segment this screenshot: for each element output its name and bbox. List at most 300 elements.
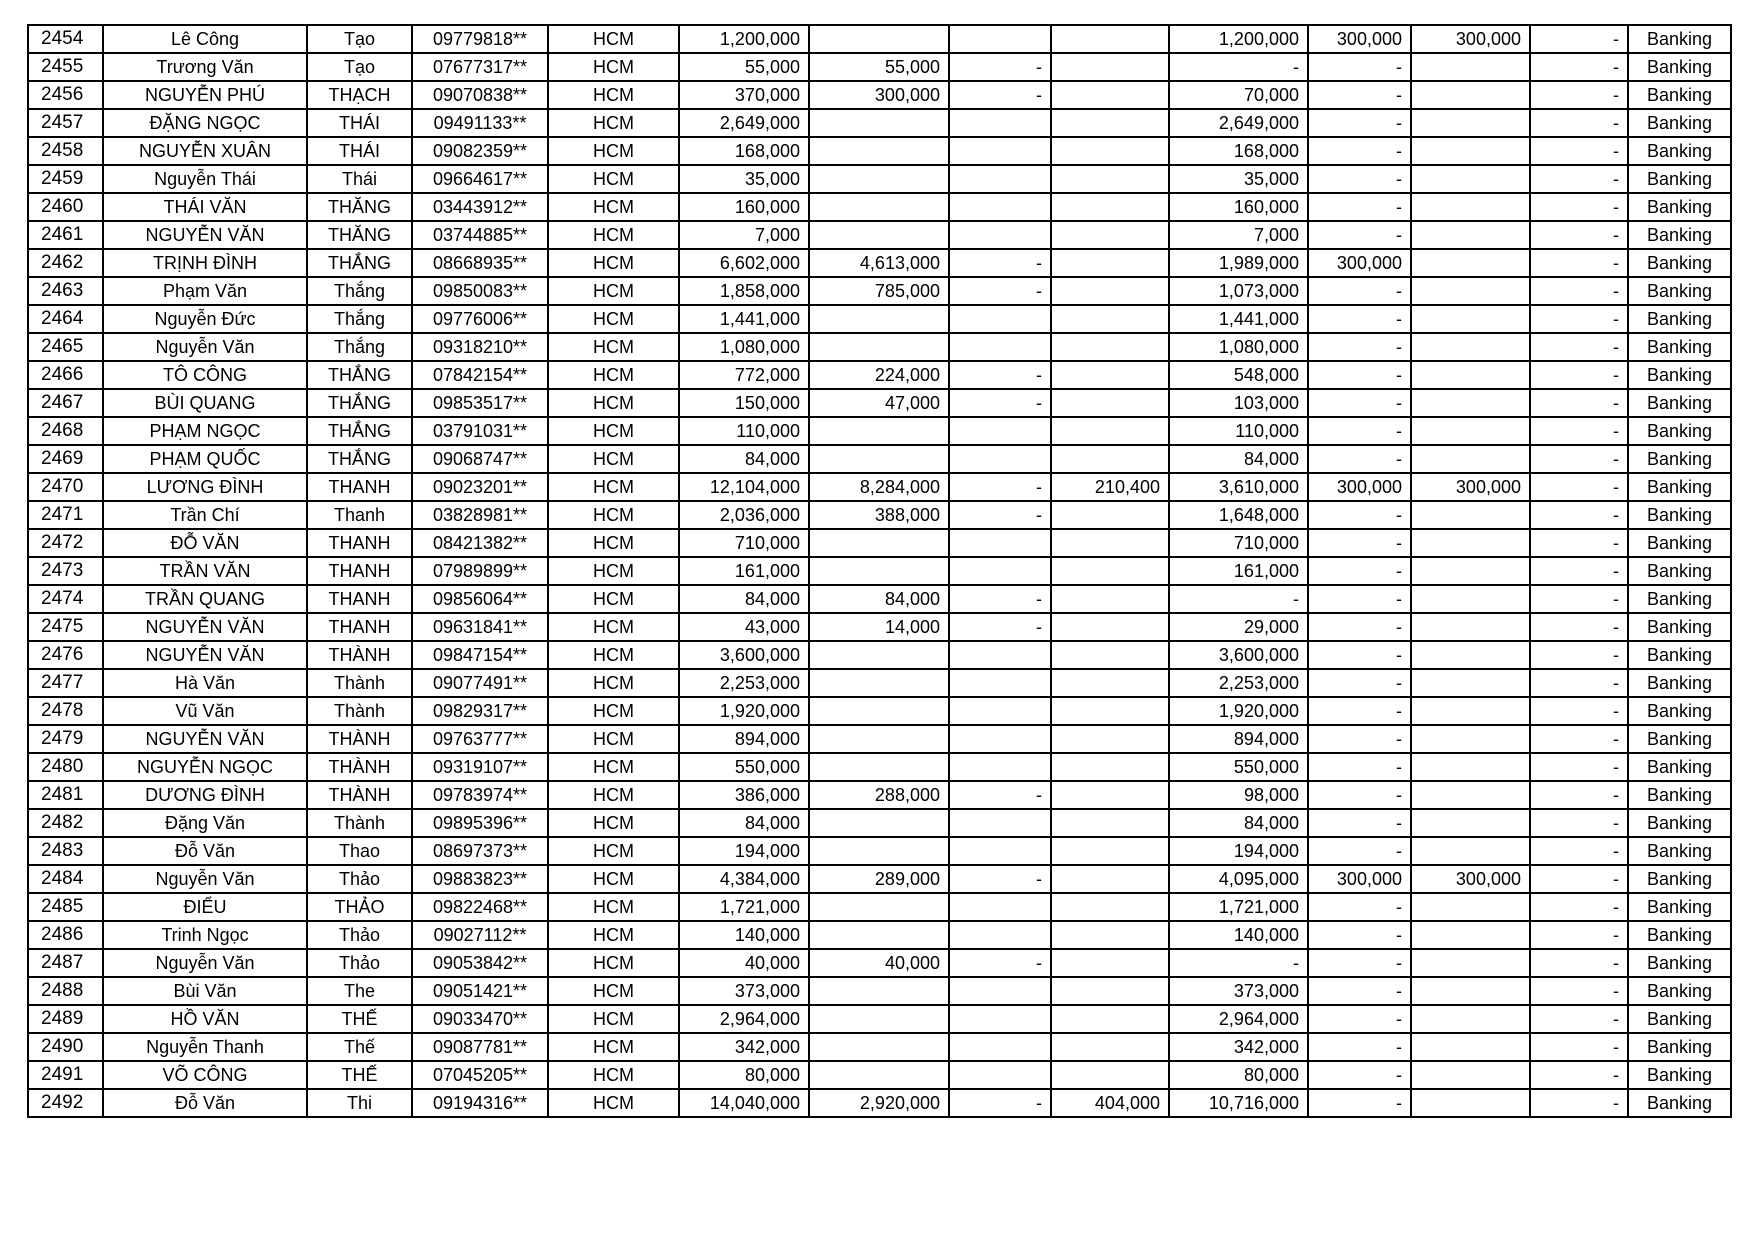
phone-cell: 09318210** — [412, 333, 548, 361]
total-amount-cell: 43,000 — [679, 613, 809, 641]
total-amount-cell: 1,721,000 — [679, 893, 809, 921]
payment-method-cell: Banking — [1628, 1033, 1731, 1061]
total-amount-cell: 150,000 — [679, 389, 809, 417]
amount-col-4-cell — [1051, 109, 1169, 137]
row-number-cell: 2479 — [28, 725, 103, 753]
row-number-cell: 2473 — [28, 557, 103, 585]
last-middle-name-cell: VÕ CÔNG — [103, 1061, 307, 1089]
first-name-cell: Thảo — [307, 949, 412, 977]
location-cell: HCM — [548, 1005, 679, 1033]
first-name-cell: THẮNG — [307, 389, 412, 417]
phone-cell: 09883823** — [412, 865, 548, 893]
table-row — [28, 221, 1731, 249]
amount-col-2-cell — [809, 893, 949, 921]
amount-col-5-cell: 161,000 — [1169, 557, 1308, 585]
phone-cell: 09082359** — [412, 137, 548, 165]
amount-col-4-cell — [1051, 1061, 1169, 1089]
amount-col-2-cell — [809, 445, 949, 473]
total-amount-cell: 14,040,000 — [679, 1089, 809, 1117]
amount-col-4-cell — [1051, 1033, 1169, 1061]
location-cell: HCM — [548, 333, 679, 361]
location-cell: HCM — [548, 753, 679, 781]
amount-col-2-cell — [809, 193, 949, 221]
first-name-cell: Thắng — [307, 333, 412, 361]
amount-col-6-cell: - — [1308, 529, 1411, 557]
last-middle-name-cell: Vũ Văn — [103, 697, 307, 725]
amount-col-2-cell — [809, 641, 949, 669]
amount-col-4-cell — [1051, 865, 1169, 893]
amount-col-6-cell: - — [1308, 501, 1411, 529]
amount-col-3-cell — [949, 669, 1051, 697]
amount-col-3-cell: - — [949, 277, 1051, 305]
amount-col-7-cell — [1411, 81, 1530, 109]
first-name-cell: Thao — [307, 837, 412, 865]
amount-col-3-cell — [949, 893, 1051, 921]
location-cell: HCM — [548, 1089, 679, 1117]
table-row — [28, 865, 1731, 893]
amount-col-2-cell: 55,000 — [809, 53, 949, 81]
phone-cell: 07842154** — [412, 361, 548, 389]
row-number-cell: 2455 — [28, 53, 103, 81]
amount-col-3-cell: - — [949, 389, 1051, 417]
amount-col-5-cell: 710,000 — [1169, 529, 1308, 557]
phone-cell: 09853517** — [412, 389, 548, 417]
table-row — [28, 977, 1731, 1005]
first-name-cell: THANH — [307, 529, 412, 557]
row-number-cell: 2482 — [28, 809, 103, 837]
location-cell: HCM — [548, 473, 679, 501]
first-name-cell: THÁI — [307, 137, 412, 165]
first-name-cell: THÀNH — [307, 781, 412, 809]
amount-col-4-cell — [1051, 25, 1169, 53]
amount-col-2-cell: 4,613,000 — [809, 249, 949, 277]
total-amount-cell: 160,000 — [679, 193, 809, 221]
total-amount-cell: 3,600,000 — [679, 641, 809, 669]
amount-col-2-cell: 8,284,000 — [809, 473, 949, 501]
phone-cell: 03744885** — [412, 221, 548, 249]
payment-method-cell: Banking — [1628, 109, 1731, 137]
phone-cell: 07045205** — [412, 1061, 548, 1089]
payment-method-cell: Banking — [1628, 249, 1731, 277]
amount-col-4-cell — [1051, 949, 1169, 977]
amount-col-8-cell: - — [1530, 585, 1628, 613]
phone-cell: 09023201** — [412, 473, 548, 501]
amount-col-7-cell — [1411, 445, 1530, 473]
amount-col-4-cell — [1051, 165, 1169, 193]
amount-col-5-cell: 84,000 — [1169, 445, 1308, 473]
amount-col-4-cell — [1051, 837, 1169, 865]
payment-method-cell: Banking — [1628, 1005, 1731, 1033]
last-middle-name-cell: NGUYỄN PHÚ — [103, 81, 307, 109]
last-middle-name-cell: PHẠM QUỐC — [103, 445, 307, 473]
first-name-cell: Thảo — [307, 865, 412, 893]
phone-cell: 09068747** — [412, 445, 548, 473]
amount-col-6-cell: - — [1308, 333, 1411, 361]
first-name-cell: Thành — [307, 697, 412, 725]
table-row — [28, 249, 1731, 277]
last-middle-name-cell: Hà Văn — [103, 669, 307, 697]
amount-col-5-cell: 140,000 — [1169, 921, 1308, 949]
table-row — [28, 837, 1731, 865]
total-amount-cell: 2,253,000 — [679, 669, 809, 697]
table-row — [28, 53, 1731, 81]
amount-col-3-cell: - — [949, 81, 1051, 109]
amount-col-3-cell — [949, 193, 1051, 221]
amount-col-6-cell: - — [1308, 725, 1411, 753]
amount-col-7-cell — [1411, 1089, 1530, 1117]
last-middle-name-cell: Bùi Văn — [103, 977, 307, 1005]
amount-col-2-cell — [809, 1005, 949, 1033]
table-row — [28, 641, 1731, 669]
row-number-cell: 2456 — [28, 81, 103, 109]
total-amount-cell: 110,000 — [679, 417, 809, 445]
total-amount-cell: 1,920,000 — [679, 697, 809, 725]
row-number-cell: 2470 — [28, 473, 103, 501]
first-name-cell: Thắng — [307, 305, 412, 333]
amount-col-2-cell — [809, 137, 949, 165]
table-row — [28, 109, 1731, 137]
amount-col-3-cell: - — [949, 613, 1051, 641]
amount-col-5-cell: 2,964,000 — [1169, 1005, 1308, 1033]
amount-col-7-cell — [1411, 725, 1530, 753]
row-number-cell: 2461 — [28, 221, 103, 249]
amount-col-5-cell: 1,989,000 — [1169, 249, 1308, 277]
payment-method-cell: Banking — [1628, 361, 1731, 389]
last-middle-name-cell: NGUYỄN NGỌC — [103, 753, 307, 781]
phone-cell: 09027112** — [412, 921, 548, 949]
row-number-cell: 2486 — [28, 921, 103, 949]
first-name-cell: Thanh — [307, 501, 412, 529]
amount-col-4-cell: 210,400 — [1051, 473, 1169, 501]
total-amount-cell: 2,964,000 — [679, 1005, 809, 1033]
amount-col-3-cell — [949, 1061, 1051, 1089]
amount-col-2-cell — [809, 977, 949, 1005]
row-number-cell: 2469 — [28, 445, 103, 473]
amount-col-4-cell — [1051, 669, 1169, 697]
table-row — [28, 81, 1731, 109]
location-cell: HCM — [548, 557, 679, 585]
amount-col-2-cell: 14,000 — [809, 613, 949, 641]
phone-cell: 09033470** — [412, 1005, 548, 1033]
row-number-cell: 2484 — [28, 865, 103, 893]
amount-col-7-cell: 300,000 — [1411, 865, 1530, 893]
amount-col-6-cell: - — [1308, 193, 1411, 221]
total-amount-cell: 7,000 — [679, 221, 809, 249]
first-name-cell: THẾ — [307, 1005, 412, 1033]
amount-col-6-cell: - — [1308, 949, 1411, 977]
phone-cell: 09051421** — [412, 977, 548, 1005]
amount-col-7-cell — [1411, 249, 1530, 277]
amount-col-2-cell — [809, 1061, 949, 1089]
phone-cell: 09829317** — [412, 697, 548, 725]
amount-col-5-cell: 168,000 — [1169, 137, 1308, 165]
amount-col-2-cell — [809, 697, 949, 725]
table-row — [28, 557, 1731, 585]
phone-cell: 09087781** — [412, 1033, 548, 1061]
total-amount-cell: 373,000 — [679, 977, 809, 1005]
last-middle-name-cell: ĐIỂU — [103, 893, 307, 921]
amount-col-5-cell: - — [1169, 585, 1308, 613]
row-number-cell: 2477 — [28, 669, 103, 697]
amount-col-6-cell: - — [1308, 109, 1411, 137]
payment-method-cell: Banking — [1628, 417, 1731, 445]
table-row — [28, 1033, 1731, 1061]
payment-method-cell: Banking — [1628, 949, 1731, 977]
amount-col-5-cell: 1,920,000 — [1169, 697, 1308, 725]
row-number-cell: 2460 — [28, 193, 103, 221]
amount-col-6-cell: - — [1308, 165, 1411, 193]
amount-col-2-cell — [809, 165, 949, 193]
amount-col-4-cell — [1051, 501, 1169, 529]
amount-col-5-cell: - — [1169, 53, 1308, 81]
total-amount-cell: 2,036,000 — [679, 501, 809, 529]
amount-col-5-cell: 548,000 — [1169, 361, 1308, 389]
amount-col-7-cell — [1411, 921, 1530, 949]
first-name-cell: THẮNG — [307, 249, 412, 277]
payment-method-cell: Banking — [1628, 529, 1731, 557]
amount-col-2-cell — [809, 109, 949, 137]
amount-col-6-cell: - — [1308, 697, 1411, 725]
amount-col-4-cell — [1051, 361, 1169, 389]
location-cell: HCM — [548, 697, 679, 725]
amount-col-5-cell: 194,000 — [1169, 837, 1308, 865]
amount-col-5-cell: 1,200,000 — [1169, 25, 1308, 53]
row-number-cell: 2476 — [28, 641, 103, 669]
total-amount-cell: 386,000 — [679, 781, 809, 809]
payment-method-cell: Banking — [1628, 501, 1731, 529]
amount-col-3-cell: - — [949, 53, 1051, 81]
location-cell: HCM — [548, 1033, 679, 1061]
amount-col-7-cell — [1411, 193, 1530, 221]
phone-cell: 07989899** — [412, 557, 548, 585]
amount-col-2-cell — [809, 557, 949, 585]
last-middle-name-cell: Nguyễn Văn — [103, 949, 307, 977]
last-middle-name-cell: NGUYỄN VĂN — [103, 725, 307, 753]
amount-col-6-cell: 300,000 — [1308, 865, 1411, 893]
amount-col-4-cell — [1051, 1005, 1169, 1033]
amount-col-3-cell: - — [949, 473, 1051, 501]
amount-col-4-cell — [1051, 305, 1169, 333]
amount-col-2-cell: 224,000 — [809, 361, 949, 389]
first-name-cell: THÀNH — [307, 753, 412, 781]
amount-col-8-cell: - — [1530, 53, 1628, 81]
amount-col-7-cell — [1411, 1005, 1530, 1033]
amount-col-2-cell — [809, 669, 949, 697]
amount-col-3-cell: - — [949, 949, 1051, 977]
amount-col-8-cell: - — [1530, 249, 1628, 277]
amount-col-3-cell — [949, 641, 1051, 669]
last-middle-name-cell: Phạm Văn — [103, 277, 307, 305]
amount-col-5-cell: 84,000 — [1169, 809, 1308, 837]
phone-cell: 09053842** — [412, 949, 548, 977]
amount-col-7-cell — [1411, 389, 1530, 417]
amount-col-6-cell: - — [1308, 921, 1411, 949]
amount-col-4-cell — [1051, 81, 1169, 109]
amount-col-7-cell — [1411, 753, 1530, 781]
payment-method-cell: Banking — [1628, 473, 1731, 501]
amount-col-3-cell — [949, 837, 1051, 865]
phone-cell: 09070838** — [412, 81, 548, 109]
payment-method-cell: Banking — [1628, 81, 1731, 109]
amount-col-7-cell — [1411, 501, 1530, 529]
amount-col-2-cell — [809, 725, 949, 753]
first-name-cell: THĂNG — [307, 193, 412, 221]
payment-method-cell: Banking — [1628, 445, 1731, 473]
location-cell: HCM — [548, 361, 679, 389]
amount-col-4-cell — [1051, 613, 1169, 641]
total-amount-cell: 894,000 — [679, 725, 809, 753]
amount-col-8-cell: - — [1530, 669, 1628, 697]
amount-col-7-cell — [1411, 277, 1530, 305]
first-name-cell: THẮNG — [307, 417, 412, 445]
amount-col-5-cell: 10,716,000 — [1169, 1089, 1308, 1117]
row-number-cell: 2467 — [28, 389, 103, 417]
total-amount-cell: 1,080,000 — [679, 333, 809, 361]
table-row — [28, 669, 1731, 697]
amount-col-3-cell — [949, 977, 1051, 1005]
amount-col-4-cell — [1051, 417, 1169, 445]
amount-col-7-cell — [1411, 837, 1530, 865]
location-cell: HCM — [548, 305, 679, 333]
payment-method-cell: Banking — [1628, 613, 1731, 641]
last-middle-name-cell: Trương Văn — [103, 53, 307, 81]
row-number-cell: 2462 — [28, 249, 103, 277]
last-middle-name-cell: ĐỖ VĂN — [103, 529, 307, 557]
row-number-cell: 2483 — [28, 837, 103, 865]
location-cell: HCM — [548, 725, 679, 753]
first-name-cell: Thảo — [307, 921, 412, 949]
total-amount-cell: 2,649,000 — [679, 109, 809, 137]
payment-method-cell: Banking — [1628, 977, 1731, 1005]
payment-method-cell: Banking — [1628, 1061, 1731, 1089]
first-name-cell: THĂNG — [307, 221, 412, 249]
total-amount-cell: 80,000 — [679, 1061, 809, 1089]
amount-col-4-cell — [1051, 221, 1169, 249]
amount-col-4-cell — [1051, 137, 1169, 165]
amount-col-8-cell: - — [1530, 837, 1628, 865]
last-middle-name-cell: Đỗ Văn — [103, 837, 307, 865]
last-middle-name-cell: Trần Chí — [103, 501, 307, 529]
location-cell: HCM — [548, 249, 679, 277]
amount-col-6-cell: - — [1308, 1089, 1411, 1117]
table-row — [28, 809, 1731, 837]
amount-col-3-cell — [949, 165, 1051, 193]
amount-col-6-cell: - — [1308, 305, 1411, 333]
location-cell: HCM — [548, 669, 679, 697]
table-row — [28, 697, 1731, 725]
last-middle-name-cell: LƯƠNG ĐÌNH — [103, 473, 307, 501]
payment-method-cell: Banking — [1628, 697, 1731, 725]
table-row — [28, 277, 1731, 305]
amount-col-6-cell: - — [1308, 753, 1411, 781]
phone-cell: 09822468** — [412, 893, 548, 921]
location-cell: HCM — [548, 1061, 679, 1089]
row-number-cell: 2465 — [28, 333, 103, 361]
payment-method-cell: Banking — [1628, 669, 1731, 697]
amount-col-7-cell — [1411, 641, 1530, 669]
amount-col-6-cell: 300,000 — [1308, 249, 1411, 277]
last-middle-name-cell: TRỊNH ĐÌNH — [103, 249, 307, 277]
amount-col-5-cell: 98,000 — [1169, 781, 1308, 809]
total-amount-cell: 6,602,000 — [679, 249, 809, 277]
table-row — [28, 893, 1731, 921]
amount-col-2-cell — [809, 305, 949, 333]
amount-col-2-cell — [809, 333, 949, 361]
payment-method-cell: Banking — [1628, 193, 1731, 221]
amount-col-2-cell — [809, 753, 949, 781]
amount-col-7-cell — [1411, 1033, 1530, 1061]
amount-col-4-cell — [1051, 193, 1169, 221]
first-name-cell: THANH — [307, 557, 412, 585]
amount-col-5-cell: 894,000 — [1169, 725, 1308, 753]
location-cell: HCM — [548, 53, 679, 81]
phone-cell: 03443912** — [412, 193, 548, 221]
amount-col-8-cell: - — [1530, 305, 1628, 333]
location-cell: HCM — [548, 25, 679, 53]
row-number-cell: 2475 — [28, 613, 103, 641]
amount-col-3-cell — [949, 305, 1051, 333]
location-cell: HCM — [548, 613, 679, 641]
last-middle-name-cell: DƯƠNG ĐÌNH — [103, 781, 307, 809]
amount-col-8-cell: - — [1530, 109, 1628, 137]
total-amount-cell: 550,000 — [679, 753, 809, 781]
phone-cell: 09783974** — [412, 781, 548, 809]
last-middle-name-cell: PHẠM NGỌC — [103, 417, 307, 445]
total-amount-cell: 140,000 — [679, 921, 809, 949]
amount-col-3-cell — [949, 1005, 1051, 1033]
row-number-cell: 2491 — [28, 1061, 103, 1089]
amount-col-8-cell: - — [1530, 753, 1628, 781]
location-cell: HCM — [548, 865, 679, 893]
amount-col-7-cell — [1411, 109, 1530, 137]
table-row — [28, 361, 1731, 389]
amount-col-3-cell: - — [949, 361, 1051, 389]
amount-col-5-cell: 1,441,000 — [1169, 305, 1308, 333]
last-middle-name-cell: Nguyễn Thái — [103, 165, 307, 193]
amount-col-5-cell: 70,000 — [1169, 81, 1308, 109]
first-name-cell: Thành — [307, 809, 412, 837]
amount-col-7-cell — [1411, 585, 1530, 613]
amount-col-8-cell: - — [1530, 977, 1628, 1005]
table-row — [28, 725, 1731, 753]
amount-col-7-cell — [1411, 1061, 1530, 1089]
row-number-cell: 2468 — [28, 417, 103, 445]
payment-method-cell: Banking — [1628, 865, 1731, 893]
amount-col-5-cell: 2,253,000 — [1169, 669, 1308, 697]
table-row — [28, 753, 1731, 781]
total-amount-cell: 1,441,000 — [679, 305, 809, 333]
amount-col-7-cell — [1411, 613, 1530, 641]
amount-col-6-cell: - — [1308, 445, 1411, 473]
first-name-cell: THẮNG — [307, 361, 412, 389]
row-number-cell: 2466 — [28, 361, 103, 389]
amount-col-6-cell: - — [1308, 809, 1411, 837]
amount-col-8-cell: - — [1530, 389, 1628, 417]
table-row — [28, 921, 1731, 949]
amount-col-6-cell: - — [1308, 1033, 1411, 1061]
total-amount-cell: 84,000 — [679, 585, 809, 613]
payment-table — [27, 24, 1732, 1118]
amount-col-8-cell: - — [1530, 697, 1628, 725]
payment-method-cell: Banking — [1628, 809, 1731, 837]
phone-cell: 08668935** — [412, 249, 548, 277]
amount-col-8-cell: - — [1530, 725, 1628, 753]
amount-col-5-cell: 160,000 — [1169, 193, 1308, 221]
payment-method-cell: Banking — [1628, 25, 1731, 53]
location-cell: HCM — [548, 837, 679, 865]
amount-col-5-cell: 1,648,000 — [1169, 501, 1308, 529]
amount-col-8-cell: - — [1530, 1089, 1628, 1117]
